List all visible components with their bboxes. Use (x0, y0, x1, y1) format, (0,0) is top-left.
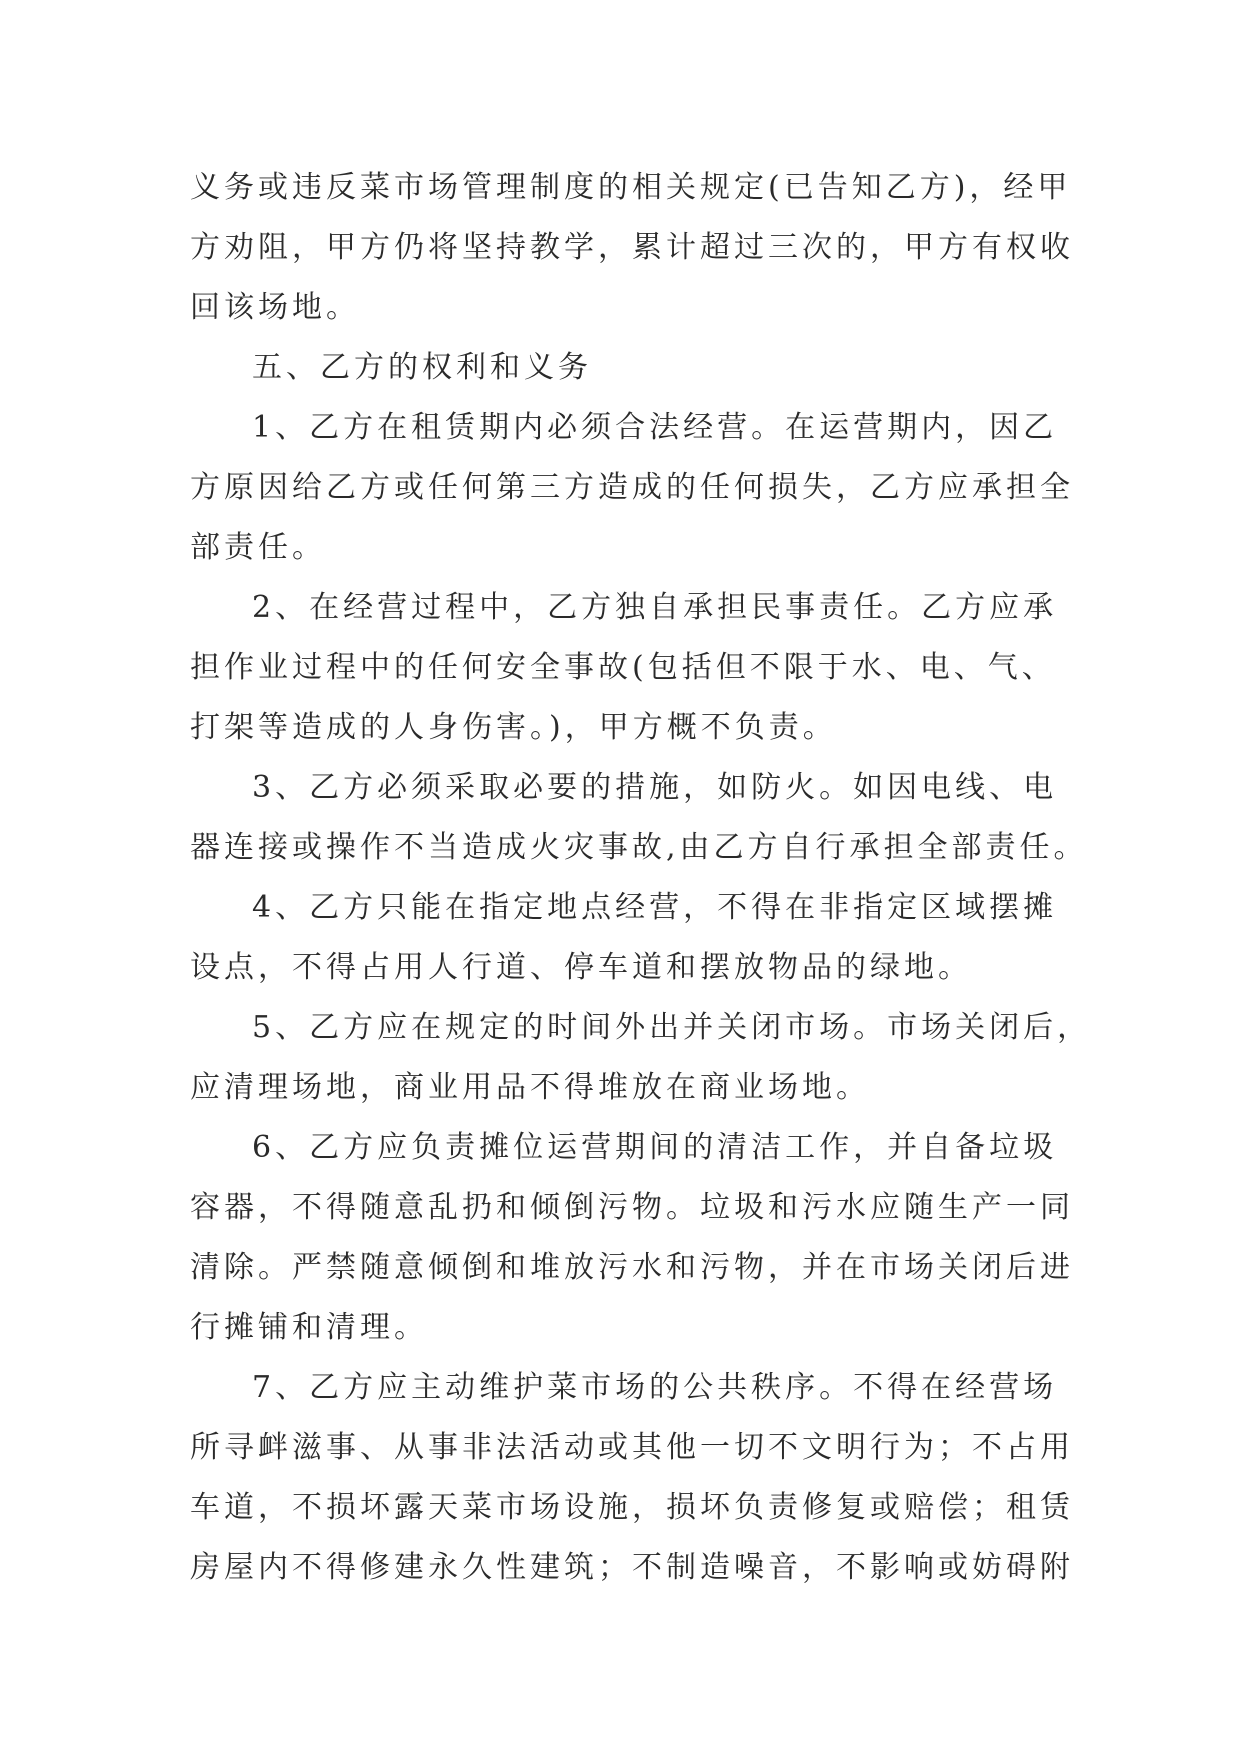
body-line: 打架等造成的人身伤害。)，甲方概不负责。 (190, 710, 837, 745)
body-line: 房屋内不得修建永久性建筑；不制造噪音，不影响或妨碍附 (190, 1550, 1074, 1585)
clause-3-line: 3、乙方必须采取必要的措施，如防火。如因电线、电 (252, 770, 1058, 805)
document-body (190, 158, 1092, 1598)
clause-6-line: 6、乙方应负责摊位运营期间的清洁工作，并自备垃圾 (252, 1130, 1058, 1165)
body-line: 车道，不损坏露天菜市场设施，损坏负责修复或赔偿；租赁 (190, 1490, 1074, 1525)
body-line: 部责任。 (190, 530, 326, 565)
body-line: 器连接或操作不当造成火灾事故,由乙方自行承担全部责任。 (190, 830, 1088, 865)
body-line: 担作业过程中的任何安全事故(包括但不限于水、电、气、 (190, 650, 1056, 685)
body-line: 方原因给乙方或任何第三方造成的任何损失，乙方应承担全 (190, 470, 1074, 505)
body-line: 行摊铺和清理。 (190, 1310, 428, 1345)
clause-1-line: 1、乙方在租赁期内必须合法经营。在运营期内，因乙 (252, 410, 1058, 445)
section-heading: 五、乙方的权利和义务 (252, 350, 592, 385)
clause-7-line: 7、乙方应主动维护菜市场的公共秩序。不得在经营场 (252, 1370, 1058, 1405)
body-line: 方劝阻，甲方仍将坚持教学，累计超过三次的，甲方有权收 (190, 230, 1074, 265)
body-line: 义务或违反菜市场管理制度的相关规定(已告知乙方)，经甲 (190, 170, 1072, 205)
body-line: 清除。严禁随意倾倒和堆放污水和污物，并在市场关闭后进 (190, 1250, 1074, 1285)
body-line: 容器，不得随意乱扔和倾倒污物。垃圾和污水应随生产一同 (190, 1190, 1074, 1225)
body-line: 回该场地。 (190, 290, 360, 325)
body-line: 所寻衅滋事、从事非法活动或其他一切不文明行为；不占用 (190, 1430, 1074, 1465)
body-line: 设点，不得占用人行道、停车道和摆放物品的绿地。 (190, 950, 972, 985)
clause-2-line: 2、在经营过程中，乙方独自承担民事责任。乙方应承 (252, 590, 1058, 625)
clause-5-line: 5、乙方应在规定的时间外出并关闭市场。市场关闭后， (252, 1010, 1092, 1045)
clause-4-line: 4、乙方只能在指定地点经营，不得在非指定区域摆摊 (252, 890, 1058, 925)
body-line: 应清理场地，商业用品不得堆放在商业场地。 (190, 1070, 870, 1105)
